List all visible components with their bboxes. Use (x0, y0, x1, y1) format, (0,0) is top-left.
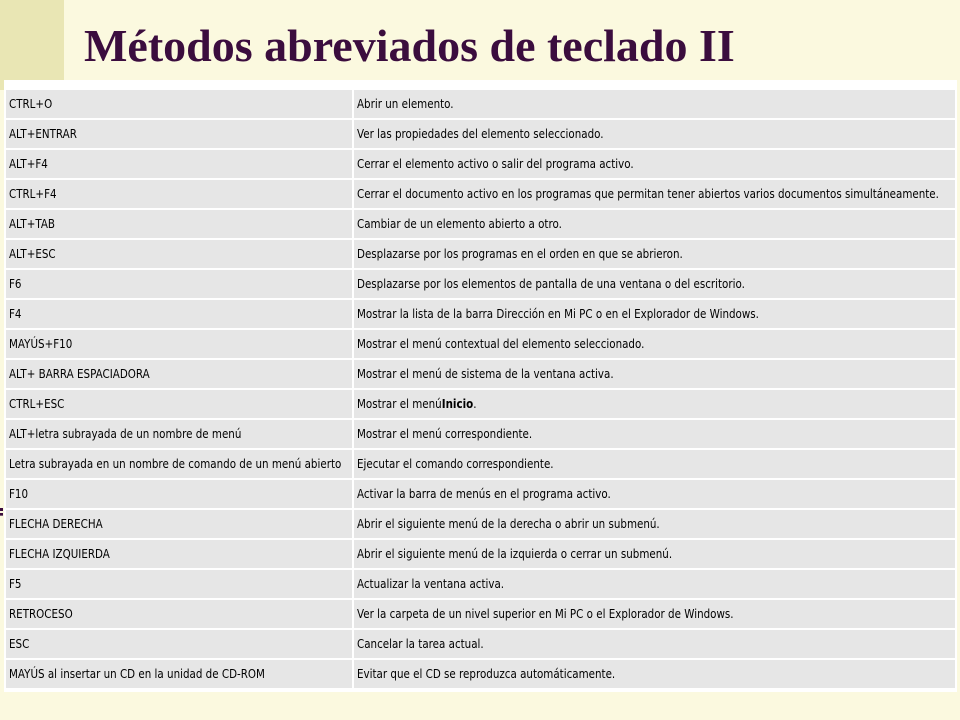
shortcut-description-text: Abrir el siguiente menú de la derecha o abrir un submenú. (357, 517, 660, 531)
table-row (6, 210, 955, 238)
table-row (6, 510, 955, 538)
shortcut-description-cell (352, 450, 955, 478)
shortcut-key: ALT+letra subrayada de un nombre de menú (9, 427, 242, 441)
shortcut-key: Letra subrayada en un nombre de comando de un menú abierto (9, 457, 342, 471)
shortcut-description (357, 367, 614, 381)
table-row (6, 480, 955, 508)
table-row (6, 330, 955, 358)
shortcut-description-cell (352, 480, 955, 508)
shortcut-description-cell (352, 210, 955, 238)
shortcut-description-text: Activar la barra de menús en el programa activo. (357, 487, 611, 501)
shortcut-key-cell (6, 510, 352, 538)
shortcut-key: ALT+F4 (9, 157, 48, 171)
table-row (6, 360, 955, 388)
shortcut-description-text: Cerrar el documento activo en los programas que permitan tener abiertos varios documentos simultáneamente. (357, 187, 939, 201)
table-row (6, 90, 955, 118)
shortcut-description (357, 517, 660, 531)
table-row (6, 600, 955, 628)
slide-accent-block (0, 0, 64, 90)
shortcut-key: CTRL+O (9, 97, 53, 111)
shortcut-key-cell (6, 300, 352, 328)
shortcut-description-cell (352, 390, 955, 418)
shortcut-key-cell (6, 210, 352, 238)
shortcut-key-cell (6, 480, 352, 508)
table-row (6, 240, 955, 268)
shortcut-description (357, 127, 604, 141)
shortcut-description (357, 187, 939, 201)
shortcut-description-text: Mostrar la lista de la barra Dirección en Mi PC o en el Explorador de Windows. (357, 307, 759, 321)
shortcut-key-cell (6, 180, 352, 208)
shortcut-description-cell (352, 150, 955, 178)
shortcut-description (357, 457, 554, 471)
shortcut-key: MAYÚS+F10 (9, 337, 73, 351)
shortcut-description-cell (352, 570, 955, 598)
shortcut-description (357, 607, 734, 621)
shortcut-description-text: Desplazarse por los elementos de pantalla de una ventana o del escritorio. (357, 277, 745, 291)
shortcut-key-cell (6, 90, 352, 118)
table-row (6, 180, 955, 208)
table-row (6, 390, 955, 418)
shortcut-key: F4 (9, 307, 22, 321)
shortcut-description (357, 667, 615, 681)
shortcut-table-body (6, 90, 955, 688)
shortcut-description-cell (352, 510, 955, 538)
shortcut-description (357, 577, 504, 591)
shortcut-key-cell (6, 420, 352, 448)
shortcut-table (6, 88, 955, 690)
shortcut-key-cell (6, 240, 352, 268)
shortcut-description (357, 427, 532, 441)
shortcut-key-cell (6, 450, 352, 478)
shortcut-description-text: Mostrar el menú de sistema de la ventana activa. (357, 367, 614, 381)
table-row (6, 120, 955, 148)
shortcut-description-text: Mostrar el menú contextual del elemento seleccionado. (357, 337, 645, 351)
shortcut-description-bold: Inicio (441, 397, 474, 411)
shortcut-key: ALT+ENTRAR (9, 127, 77, 141)
shortcut-key: FLECHA DERECHA (9, 517, 103, 531)
shortcut-key-cell (6, 600, 352, 628)
shortcut-description-cell (352, 600, 955, 628)
shortcut-key-cell (6, 270, 352, 298)
shortcut-key: MAYÚS al insertar un CD en la unidad de CD-ROM (9, 667, 265, 681)
shortcut-key-cell (6, 360, 352, 388)
table-row (6, 570, 955, 598)
shortcut-description-text: Desplazarse por los programas en el orden en que se abrieron. (357, 247, 683, 261)
shortcut-key: RETROCESO (9, 607, 73, 621)
shortcut-description-text: Mostrar el menú correspondiente. (357, 427, 533, 441)
shortcut-description-text: Mostrar el menú (357, 397, 442, 411)
shortcut-description (357, 547, 672, 561)
shortcut-key: ALT+TAB (9, 217, 55, 231)
shortcut-key: CTRL+ESC (9, 397, 65, 411)
shortcut-key: ALT+ BARRA ESPACIADORA (9, 367, 150, 381)
table-row (6, 150, 955, 178)
table-row (6, 270, 955, 298)
slide-marker (0, 508, 6, 516)
shortcut-description-suffix: . (473, 397, 477, 411)
shortcut-description-text: Abrir un elemento. (357, 97, 454, 111)
shortcut-key-cell (6, 390, 352, 418)
shortcut-description-cell (352, 240, 955, 268)
shortcut-description-text: Abrir el siguiente menú de la izquierda o cerrar un submenú. (357, 547, 673, 561)
shortcut-key: F6 (9, 277, 22, 291)
shortcut-description-text: Actualizar la ventana activa. (357, 577, 505, 591)
shortcut-key-cell (6, 330, 352, 358)
shortcut-description-cell (352, 660, 955, 688)
slide-title: Métodos abreviados de teclado II (84, 20, 735, 71)
shortcut-description (357, 397, 476, 411)
shortcut-description (357, 307, 759, 321)
shortcut-key-cell (6, 660, 352, 688)
shortcut-description-cell (352, 420, 955, 448)
table-row (6, 660, 955, 688)
table-row (6, 450, 955, 478)
shortcut-description-text: Cambiar de un elemento abierto a otro. (357, 217, 562, 231)
shortcut-key-cell (6, 150, 352, 178)
shortcut-key: ESC (9, 637, 30, 651)
shortcut-key-cell (6, 570, 352, 598)
table-row (6, 420, 955, 448)
table-row (6, 630, 955, 658)
shortcut-description-cell (352, 540, 955, 568)
shortcut-description (357, 487, 611, 501)
shortcut-description-cell (352, 90, 955, 118)
shortcut-key: ALT+ESC (9, 247, 56, 261)
shortcut-description (357, 157, 634, 171)
table-row (6, 540, 955, 568)
shortcut-description-cell (352, 330, 955, 358)
shortcut-key-cell (6, 540, 352, 568)
shortcut-description (357, 247, 683, 261)
shortcut-description-text: Ver la carpeta de un nivel superior en Mi PC o el Explorador de Windows. (357, 607, 734, 621)
shortcut-description-cell (352, 120, 955, 148)
shortcut-description-cell (352, 180, 955, 208)
shortcut-description (357, 277, 745, 291)
shortcut-key: CTRL+F4 (9, 187, 57, 201)
shortcut-description-cell (352, 360, 955, 388)
shortcut-description-cell (352, 300, 955, 328)
shortcut-description (357, 337, 644, 351)
shortcut-description-text: Cerrar el elemento activo o salir del programa activo. (357, 157, 634, 171)
shortcut-key-cell (6, 120, 352, 148)
shortcut-key: F5 (9, 577, 22, 591)
shortcut-description (357, 637, 484, 651)
table-row (6, 300, 955, 328)
shortcut-key-cell (6, 630, 352, 658)
shortcut-description (357, 217, 562, 231)
shortcut-description-text: Ejecutar el comando correspondiente. (357, 457, 554, 471)
shortcut-description-cell (352, 630, 955, 658)
shortcut-description-text: Cancelar la tarea actual. (357, 637, 484, 651)
shortcut-table-frame (4, 80, 957, 692)
shortcut-key: F10 (9, 487, 29, 501)
shortcut-key: FLECHA IZQUIERDA (9, 547, 110, 561)
shortcut-description (357, 97, 454, 111)
shortcut-description-cell (352, 270, 955, 298)
shortcut-description-text: Ver las propiedades del elemento seleccionado. (357, 127, 604, 141)
shortcut-description-text: Evitar que el CD se reproduzca automáticamente. (357, 667, 616, 681)
